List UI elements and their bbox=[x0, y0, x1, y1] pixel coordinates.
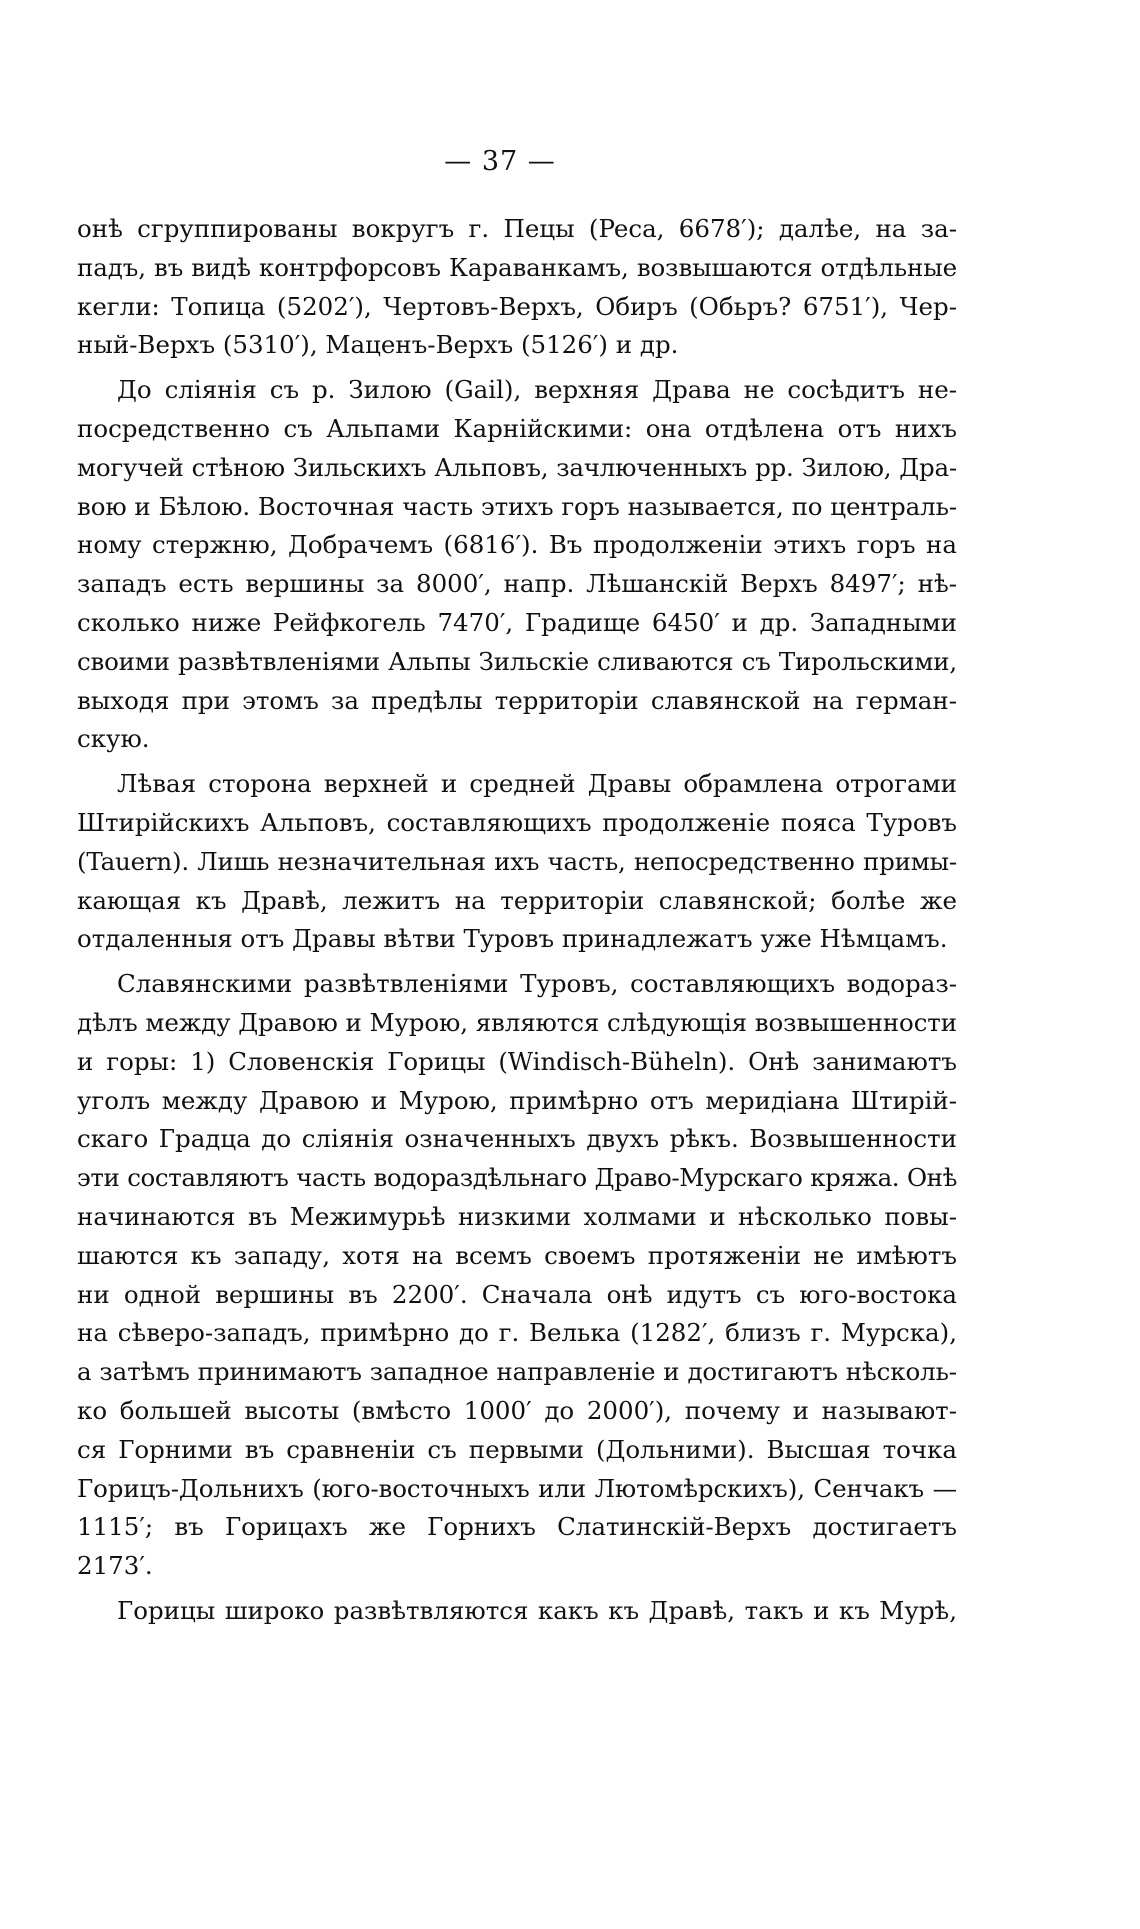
text-line: западъ есть вершины за 8000′, напр. Лѣшанскiй Верхъ 8497′; нѣ- bbox=[77, 569, 957, 599]
paragraph-5 bbox=[77, 1592, 957, 1631]
text-line: ко большей высоты (вмѣсто 1000′ до 2000′), почему и называют- bbox=[77, 1395, 957, 1425]
text-line: ному стержню, Добрачемъ (6816′). Въ продолженiи этихъ горъ на bbox=[77, 530, 957, 560]
text-line: могучей стѣною Зильскихъ Альповъ, зачлюченныхъ рр. Зилою, Дра- bbox=[77, 452, 957, 482]
paragraph-2 bbox=[77, 371, 957, 759]
page-number: — 37 — bbox=[444, 146, 556, 177]
text-line: (Tauern). Лишь незначительная ихъ часть, непосредственно примы- bbox=[77, 846, 957, 876]
text-line: 2173′. bbox=[77, 1551, 153, 1581]
text-line: Лѣвая сторона верхней и средней Дравы обрамлена отрогами bbox=[117, 769, 957, 799]
text-line: эти составляютъ часть водораздѣльнаго Драво-Мурскаго кряжа. Онѣ bbox=[77, 1163, 957, 1193]
text-line: своими развѣтвленiями Альпы Зильскiе сливаются съ Тирольскими, bbox=[77, 646, 957, 676]
text-line: уголъ между Дравою и Мурою, примѣрно отъ меридiана Штирiй- bbox=[77, 1085, 957, 1115]
text-line: посредственно съ Альпами Карнiйскими: она отдѣлена отъ нихъ bbox=[77, 413, 957, 443]
text-line: и горы: 1) Словенскiя Горицы (Windisch-Büheln). Онѣ занимаютъ bbox=[77, 1046, 957, 1076]
text-line: падъ, въ видѣ контрфорсовъ Караванкамъ, возвышаются отдѣльные bbox=[77, 252, 957, 282]
text-line: кающая къ Дравѣ, лежитъ на территорiи славянской; болѣе же bbox=[77, 885, 957, 915]
text-line: на сѣверо-западъ, примѣрно до г. Велька (1282′, близъ г. Мурска), bbox=[77, 1318, 957, 1348]
text-line: дѣлъ между Дравою и Мурою, являются слѣдующiя возвышенности bbox=[77, 1007, 957, 1037]
text-line: скаго Градца до слiянiя означенныхъ двухъ рѣкъ. Возвышенности bbox=[77, 1124, 957, 1154]
text-line: Горицъ-Дольнихъ (юго-восточныхъ или Лютомѣрскихъ), Сенчакъ — bbox=[77, 1473, 957, 1503]
text-line: шаются къ западу, хотя на всемъ своемъ протяженiи не имѣютъ bbox=[77, 1240, 957, 1270]
text-line: Славянскими развѣтвленiями Туровъ, составляющихъ водораз- bbox=[117, 969, 957, 999]
text-line: сколько ниже Рейфкогель 7470′, Градище 6450′ и др. Западными bbox=[77, 607, 957, 637]
text-line: онѣ сгруппированы вокругъ г. Пецы (Peca, 6678′); далѣе, на за- bbox=[77, 214, 957, 243]
body-text bbox=[77, 210, 957, 1631]
text-line: скую. bbox=[77, 724, 150, 754]
text-line: ся Горними въ сравненiи съ первыми (Дольними). Высшая точка bbox=[77, 1434, 957, 1464]
text-line: 1115′; въ Горицахъ же Горнихъ Слатинскiй-Верхъ достигаетъ bbox=[77, 1512, 957, 1542]
text-line: ни одной вершины въ 2200′. Сначала онѣ идутъ съ юго-востока bbox=[77, 1279, 957, 1309]
text-line: вою и Бѣлою. Восточная часть этихъ горъ называется, по централь- bbox=[77, 491, 957, 521]
paragraph-4 bbox=[77, 965, 957, 1586]
text-line: а затѣмъ принимаютъ западное направленiе и достигаютъ нѣсколь- bbox=[77, 1357, 957, 1387]
text-line: ный-Верхъ (5310′), Маценъ-Верхъ (5126′) и др. bbox=[77, 330, 679, 360]
text-line: отдаленныя отъ Дравы вѣтви Туровъ принадлежатъ уже Нѣмцамъ. bbox=[77, 924, 948, 954]
text-line: кегли: Топица (5202′), Чертовъ-Верхъ, Обиръ (Обьръ? 6751′), Чер- bbox=[77, 291, 957, 321]
text-line: До слiянiя съ р. Зилою (Gail), верхняя Драва не сосѣдитъ не- bbox=[117, 375, 957, 405]
text-line: Штирiйскихъ Альповъ, составляющихъ продолженiе пояса Туровъ bbox=[77, 807, 957, 837]
paragraph-3 bbox=[77, 765, 957, 959]
text-line: выходя при этомъ за предѣлы территорiи славянской на герман- bbox=[77, 685, 957, 715]
text-line: Горицы широко развѣтвляются какъ къ Дравѣ, такъ и къ Мурѣ, bbox=[117, 1595, 957, 1625]
text-line: начинаются въ Межимурьѣ низкими холмами и нѣсколько повы- bbox=[77, 1201, 957, 1231]
paragraph-1 bbox=[77, 210, 957, 365]
